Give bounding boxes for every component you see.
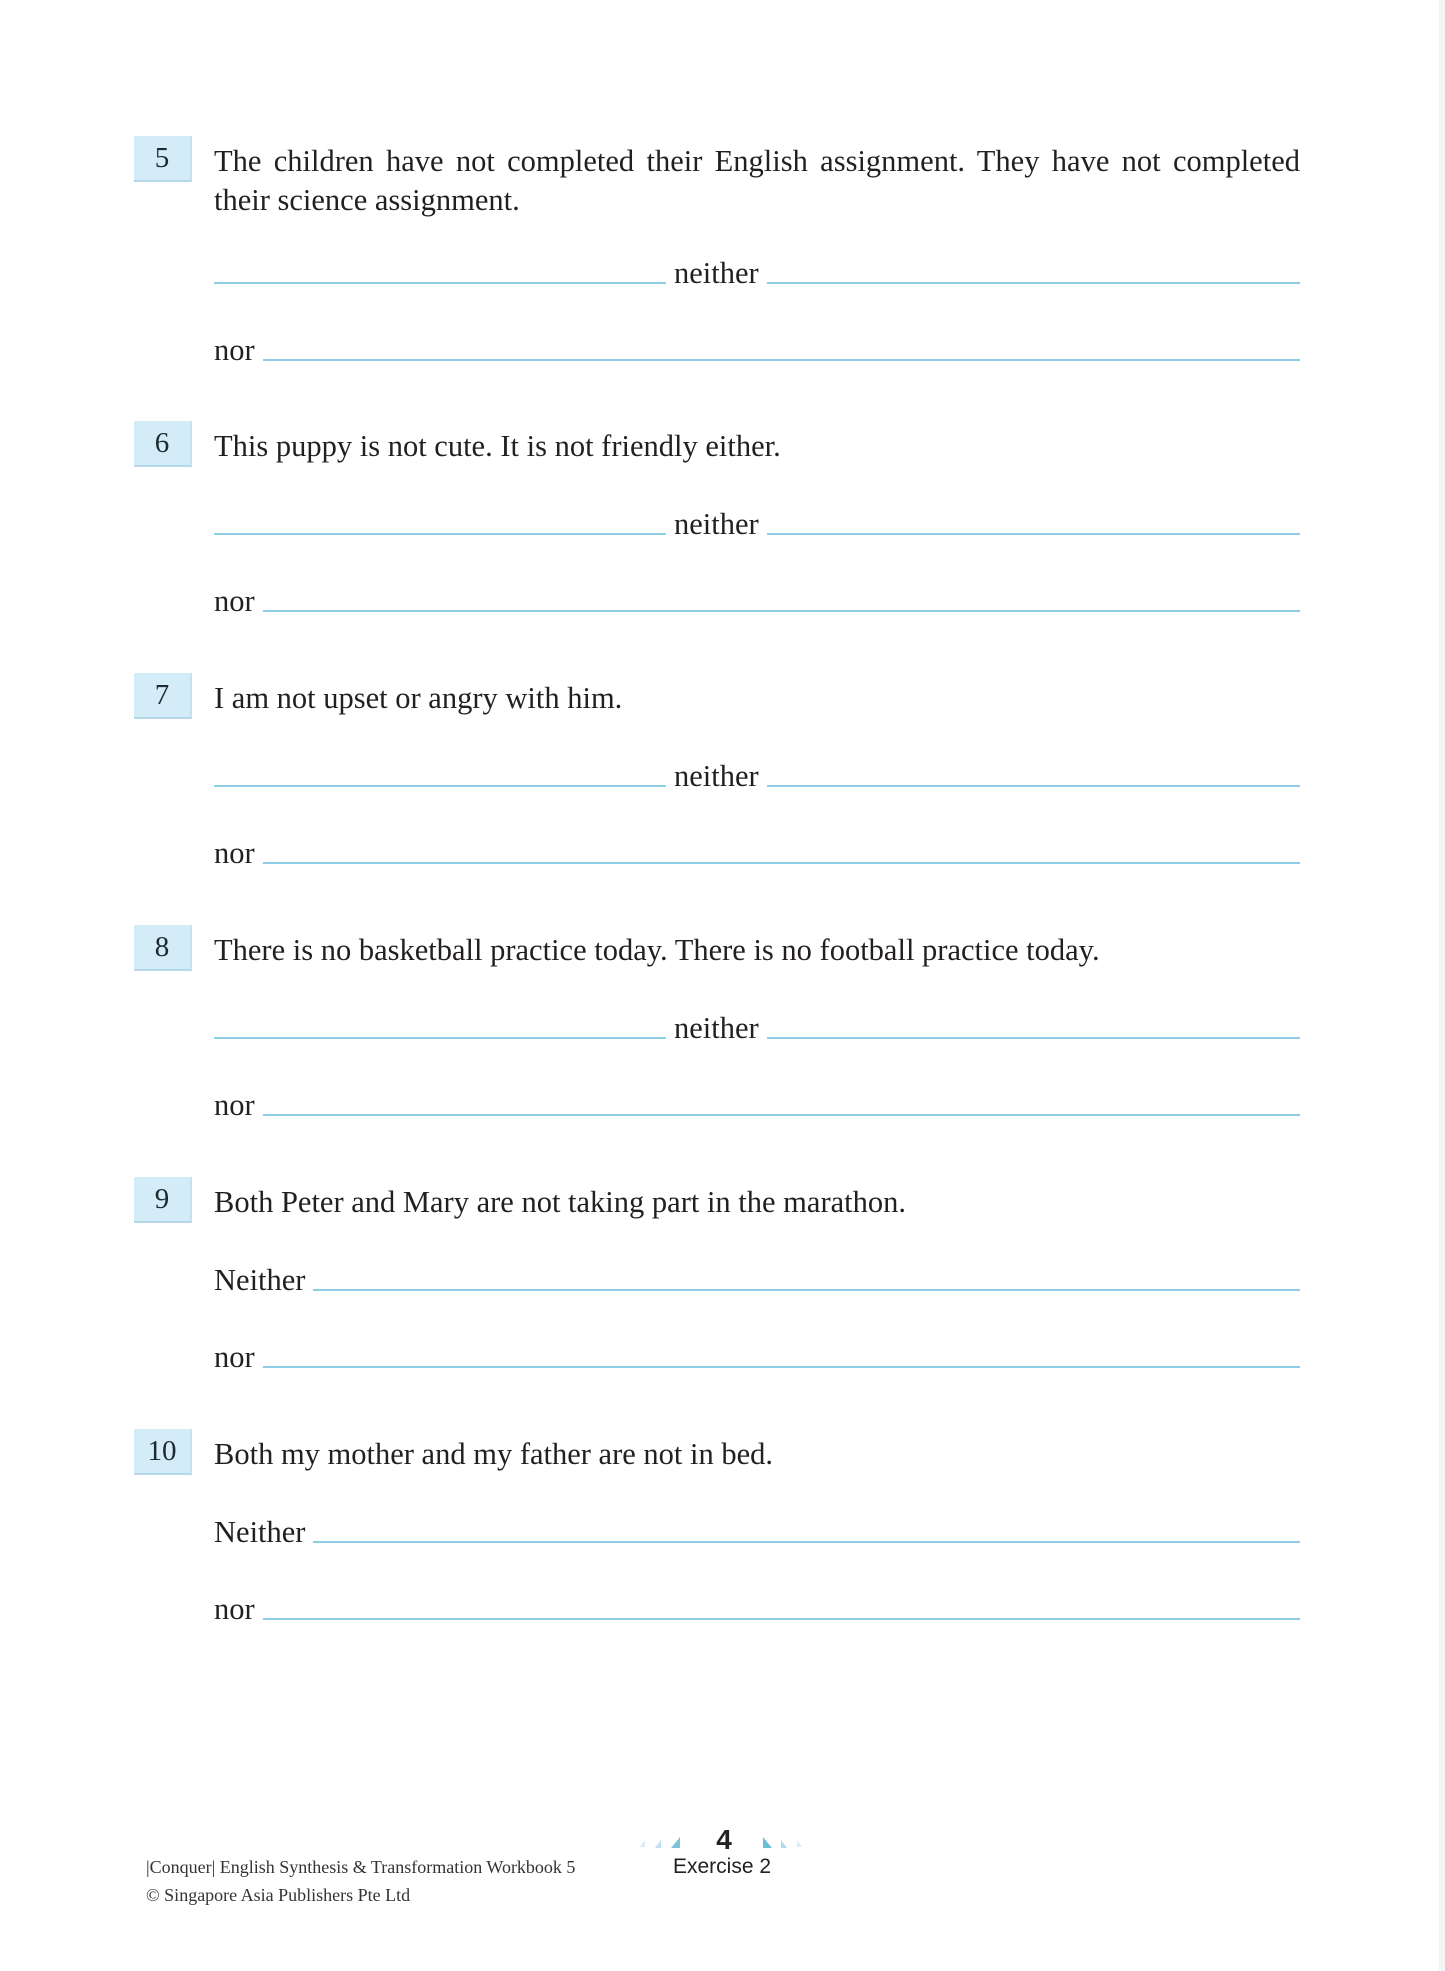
connector-word: neither — [674, 256, 759, 290]
answer-row-1 — [214, 499, 1300, 539]
page-number: 4 — [716, 1824, 732, 1855]
connector-word: nor — [214, 836, 255, 870]
answer-blank[interactable] — [214, 533, 666, 535]
question-number-badge: 10 — [134, 1429, 192, 1475]
answer-row-2 — [214, 576, 1300, 616]
answer-blank[interactable] — [767, 533, 1300, 535]
answer-row-1 — [214, 1255, 1300, 1295]
book-title: |Conquer| English Synthesis & Transformation Workbook 5 — [146, 1857, 576, 1877]
answer-row-1 — [214, 1003, 1300, 1043]
answer-blank[interactable] — [767, 785, 1300, 787]
answer-row-2 — [214, 828, 1300, 868]
answer-blank[interactable] — [214, 282, 666, 284]
exercise-label: Exercise 2 — [673, 1855, 772, 1878]
connector-word: nor — [214, 333, 255, 367]
answer-row-2 — [214, 1332, 1300, 1372]
left-arrow-decoration-icon — [640, 1840, 645, 1847]
right-arrow-decoration-icon — [781, 1840, 787, 1848]
answer-blank[interactable] — [263, 1618, 1300, 1620]
answer-blank[interactable] — [767, 1037, 1300, 1039]
answer-blank[interactable] — [263, 610, 1300, 612]
question-number-badge: 5 — [134, 136, 192, 182]
connector-word: Neither — [214, 1263, 306, 1297]
left-arrow-decoration-icon — [655, 1840, 661, 1848]
connector-word: nor — [214, 584, 255, 618]
question-number-badge: 6 — [134, 421, 192, 467]
connector-word: neither — [674, 1011, 759, 1045]
answer-blank[interactable] — [263, 359, 1300, 361]
answer-row-2 — [214, 1080, 1300, 1120]
answer-blank[interactable] — [214, 1037, 666, 1039]
answer-row-2 — [214, 1584, 1300, 1624]
connector-word: Neither — [214, 1515, 306, 1549]
copyright-notice: © Singapore Asia Publishers Pte Ltd — [146, 1885, 411, 1905]
answer-blank[interactable] — [313, 1289, 1300, 1291]
question-number-badge: 9 — [134, 1177, 192, 1223]
left-arrow-decoration-icon — [671, 1837, 680, 1848]
answer-blank[interactable] — [214, 785, 666, 787]
right-arrow-decoration-icon — [797, 1840, 802, 1847]
question-text: This puppy is not cute. It is not friendly either. — [214, 429, 781, 463]
connector-word: nor — [214, 1340, 255, 1374]
answer-blank[interactable] — [767, 282, 1300, 284]
answer-blank[interactable] — [263, 1114, 1300, 1116]
answer-blank[interactable] — [263, 1366, 1300, 1368]
page-edge — [1439, 0, 1445, 1971]
connector-word: neither — [674, 759, 759, 793]
question-text: Both my mother and my father are not in bed. — [214, 1437, 774, 1471]
answer-row-2 — [214, 325, 1300, 365]
question-number-badge: 8 — [134, 925, 192, 971]
question-text: Both Peter and Mary are not taking part in the marathon. — [214, 1185, 906, 1219]
question-text: The children have not completed their English assignment. They have not completed their science assignment. — [214, 144, 1300, 217]
answer-blank[interactable] — [313, 1541, 1300, 1543]
connector-word: nor — [214, 1088, 255, 1122]
connector-word: neither — [674, 507, 759, 541]
question-number-badge: 7 — [134, 673, 192, 719]
connector-word: nor — [214, 1592, 255, 1626]
right-arrow-decoration-icon — [763, 1837, 772, 1848]
question-text: There is no basketball practice today. There is no football practice today. — [214, 933, 1100, 967]
answer-blank[interactable] — [263, 862, 1300, 864]
answer-row-1 — [214, 751, 1300, 791]
question-text: I am not upset or angry with him. — [214, 681, 623, 715]
footer-credits — [146, 1853, 575, 1909]
answer-row-1 — [214, 248, 1300, 288]
answer-row-1 — [214, 1507, 1300, 1547]
